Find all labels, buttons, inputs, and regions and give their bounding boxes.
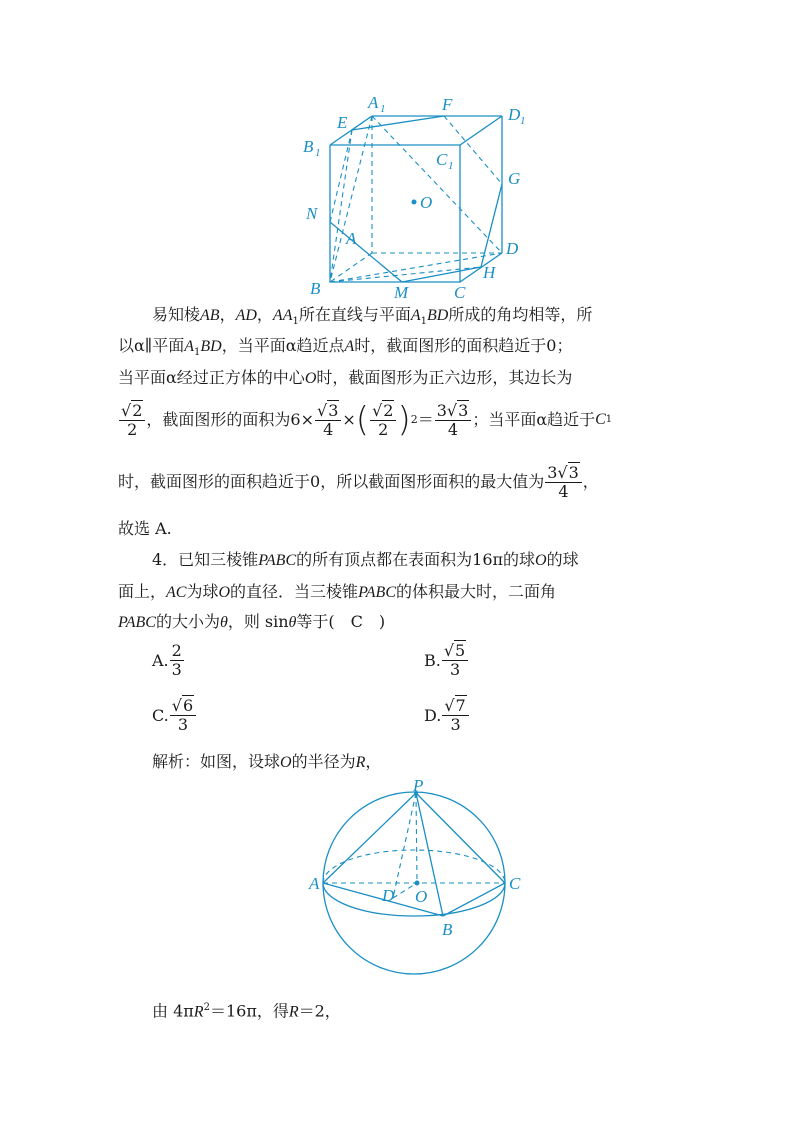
option-c: C. $\frac{√6}{3}$	[152, 697, 197, 734]
center-point	[412, 200, 417, 205]
svg-text:B: B	[442, 920, 453, 939]
svg-text:1: 1	[520, 115, 526, 127]
svg-text:D: D	[508, 105, 521, 124]
option-a: A. $\frac{2}{3}$	[152, 641, 182, 679]
svg-text:B: B	[303, 137, 314, 156]
svg-text:A: A	[309, 874, 320, 893]
q4-line3: PABC的大小为θ，则 sinθ等于( C )	[118, 612, 386, 631]
svg-text:C: C	[436, 150, 448, 169]
cube-labels	[303, 93, 526, 302]
svg-text:C: C	[509, 874, 521, 893]
solution-intro: 解析：如图，设球O的半径为R，	[152, 752, 382, 771]
svg-text:H: H	[483, 263, 496, 282]
para1-line1: 易知棱AB，AD，$AA_1$所在直线与平面$A_1BD$所成的角均相等，所	[152, 305, 593, 328]
svg-text:D: D	[382, 886, 395, 905]
q4-line1: 4．已知三棱锥PABC的所有顶点都在表面积为16π的球O的球	[152, 550, 579, 569]
svg-text:C: C	[454, 283, 466, 302]
svg-text:B: B	[310, 279, 321, 298]
svg-text:D: D	[506, 239, 519, 258]
svg-text:E: E	[337, 113, 348, 132]
svg-text:A: A	[346, 229, 357, 248]
svg-text:M: M	[394, 283, 409, 302]
svg-text:O: O	[415, 887, 428, 906]
svg-text:P: P	[413, 778, 424, 795]
para1-line3: 当平面α经过正方体的中心O时，截面图形为正六边形，其边长为	[118, 368, 573, 387]
para1-line4: $\frac{√2}{2}$ ，截面图形的面积为 6× $\frac{√3}{4}$ × ( $\frac{√2}{2}$ ) 2 ＝ $\frac{3√3}{4}$ ；当平面α趋近于 C 1	[121, 400, 613, 440]
final-line: 由 $4\pi R^2=16\pi$，得R＝2，	[152, 1001, 341, 1021]
para1-line2: 以α∥平面$A_1BD$，当平面α趋近点A时，截面图形的面积趋近于0；	[118, 336, 573, 359]
cube-figure	[300, 92, 540, 304]
svg-text:N: N	[306, 204, 318, 223]
option-b: B. $\frac{√5}{3}$	[424, 642, 469, 679]
para1-line6: 故选 A.	[118, 519, 172, 538]
svg-text:O: O	[420, 193, 433, 212]
svg-text:1: 1	[448, 160, 454, 172]
svg-text:F: F	[442, 95, 453, 114]
para1-line5: 时，截面图形的面积趋近于 0 ，所以截面图形面积的最大值为 $\frac{3√3}{4}$ ，	[118, 462, 599, 501]
sphere-figure	[305, 778, 525, 990]
option-d: D. $\frac{√7}{3}$	[424, 697, 470, 734]
svg-text:1: 1	[380, 103, 386, 115]
svg-text:G: G	[508, 169, 521, 188]
svg-text:1: 1	[315, 147, 321, 159]
section-lines	[330, 116, 502, 282]
q4-line2: 面上，AC为球O的直径．当三棱锥PABC的体积最大时，二面角	[118, 582, 557, 601]
svg-text:A: A	[368, 93, 379, 112]
